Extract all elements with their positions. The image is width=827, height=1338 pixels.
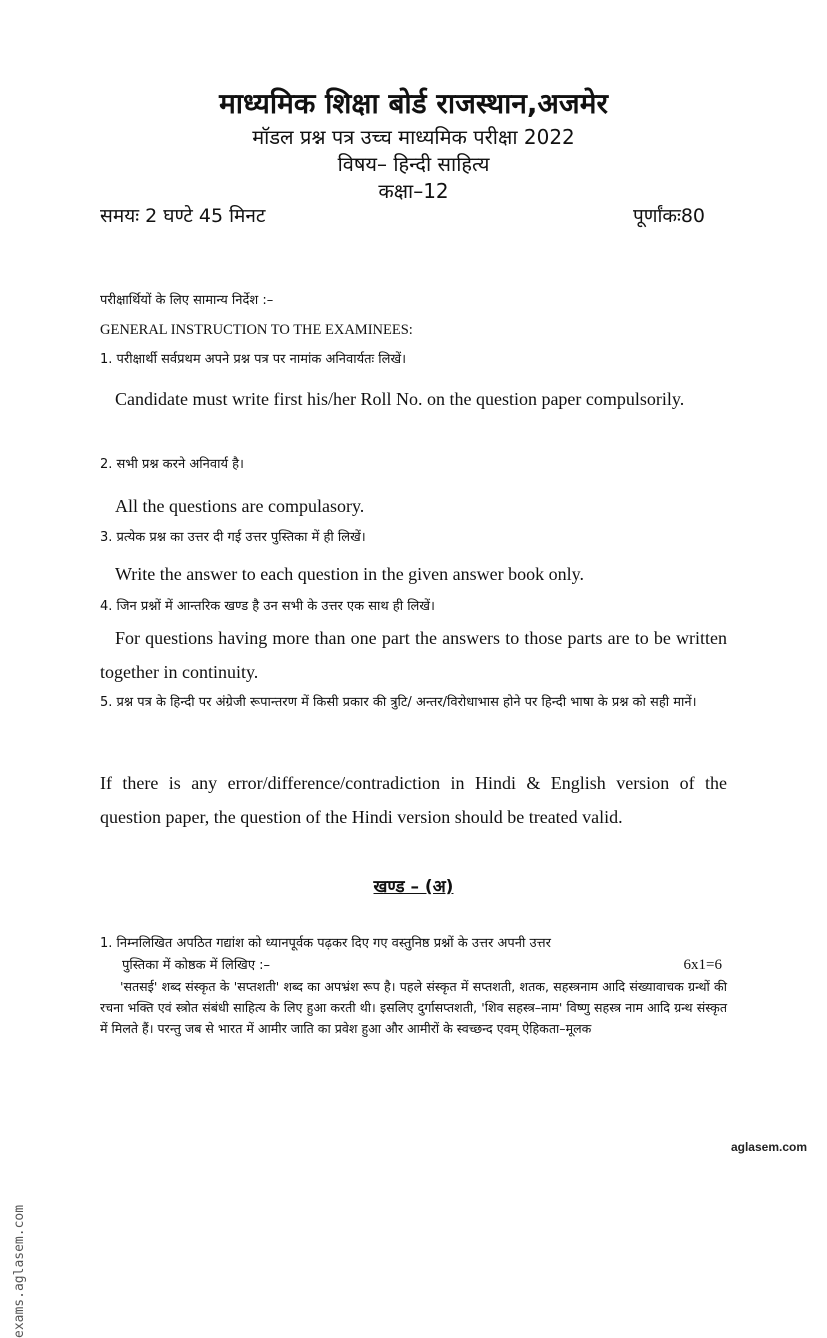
paper-header xyxy=(0,78,827,205)
question-1-marks: 6x1=6 xyxy=(683,957,722,973)
instruction-3-en: Write the answer to each question in the given answer book only. xyxy=(115,564,584,584)
instruction-1-hi: 1. परीक्षार्थी सर्वप्रथम अपने प्रश्न पत्र पर नामांक अनिवार्यतः लिखें। xyxy=(100,352,407,367)
instructions-heading-en: GENERAL INSTRUCTION TO THE EXAMINEES: xyxy=(100,322,413,338)
instruction-2-en: All the questions are compulasory. xyxy=(115,496,365,516)
instruction-1-en: Candidate must write first his/her Roll No. on the question paper compulsorily. xyxy=(115,389,685,409)
section-title: खण्ड – (अ) xyxy=(373,877,454,897)
side-watermark: exams.aglasem.com xyxy=(12,1204,27,1338)
instruction-5-hi: 5. प्रश्न पत्र के हिन्दी पर अंग्रेजी रूपान्तरण में किसी प्रकार की त्रुटि/ अन्तर/विरोधाभास होने पर हिन्दी भाषा के प्रश्न को सही मानें। xyxy=(100,695,697,710)
question-1-line-1: 1. निम्नलिखित अपठित गद्यांश को ध्यानपूर्वक पढ़कर दिए गए वस्तुनिष्ठ प्रश्नों के उत्तर अपनी उत्तर xyxy=(100,936,551,951)
instructions-heading-hi: परीक्षार्थियों के लिए सामान्य निर्देश :– xyxy=(100,293,274,308)
subject-line: विषय– हिन्दी साहित्य xyxy=(337,152,490,176)
instruction-4-hi: 4. जिन प्रश्नों में आन्तरिक खण्ड है उन सभी के उत्तर एक साथ ही लिखें। xyxy=(100,599,435,614)
max-marks: पूर्णांकः80 xyxy=(632,205,705,227)
instruction-4-en: For questions having more than one part the answers to those parts are to be written together in continuity. xyxy=(100,628,727,682)
exam-meta-row xyxy=(100,202,727,230)
time-allowed: समयः 2 घण्टे 45 मिनट xyxy=(100,205,266,227)
paper-title: मॉडल प्रश्न पत्र उच्च माध्यमिक परीक्षा 2022 xyxy=(252,125,575,149)
passage-text: 'सतसई' शब्द संस्कृत के 'सप्तशती' शब्द का अपभ्रंश रूप है। पहले संस्कृत में सप्तशती, शतक, सहस्त्रनाम आदि संख्यावाचक ग्रन्थों की रचना भक्ति एवं स्त्रोत संबंधी साहित्य के लिए हुआ करती थी। इसलिए दुर्गासप्तशती, 'शिव सहस्त्र–नाम' विष्णु सहस्त्र नाम आदि ग्रन्थ संस्कृत में मिलते हैं। परन्तु जब से भारत में आमीर जाति का प्रवेश हुआ और आमीरों के स्वच्छन्द एवम् ऐहिकता–मूलक xyxy=(100,979,727,1036)
board-name: माध्यमिक शिक्षा बोर्ड राजस्थान,अजमेर xyxy=(219,87,608,120)
class-line: कक्षा–12 xyxy=(378,179,449,203)
instruction-3-hi: 3. प्रत्येक प्रश्न का उत्तर दी गई उत्तर पुस्तिका में ही लिखें। xyxy=(100,530,366,545)
instruction-2-hi: 2. सभी प्रश्न करने अनिवार्य है। xyxy=(100,457,244,472)
unseen-passage xyxy=(100,976,727,1039)
instruction-5-en: If there is any error/difference/contradiction in Hindi & English version of the question paper, the question of the Hindi version should be treated valid. xyxy=(100,773,727,827)
question-1-line-2: पुस्तिका में कोष्ठक में लिखिए :– xyxy=(122,958,271,973)
corner-watermark: aglasem.com xyxy=(730,1140,807,1154)
